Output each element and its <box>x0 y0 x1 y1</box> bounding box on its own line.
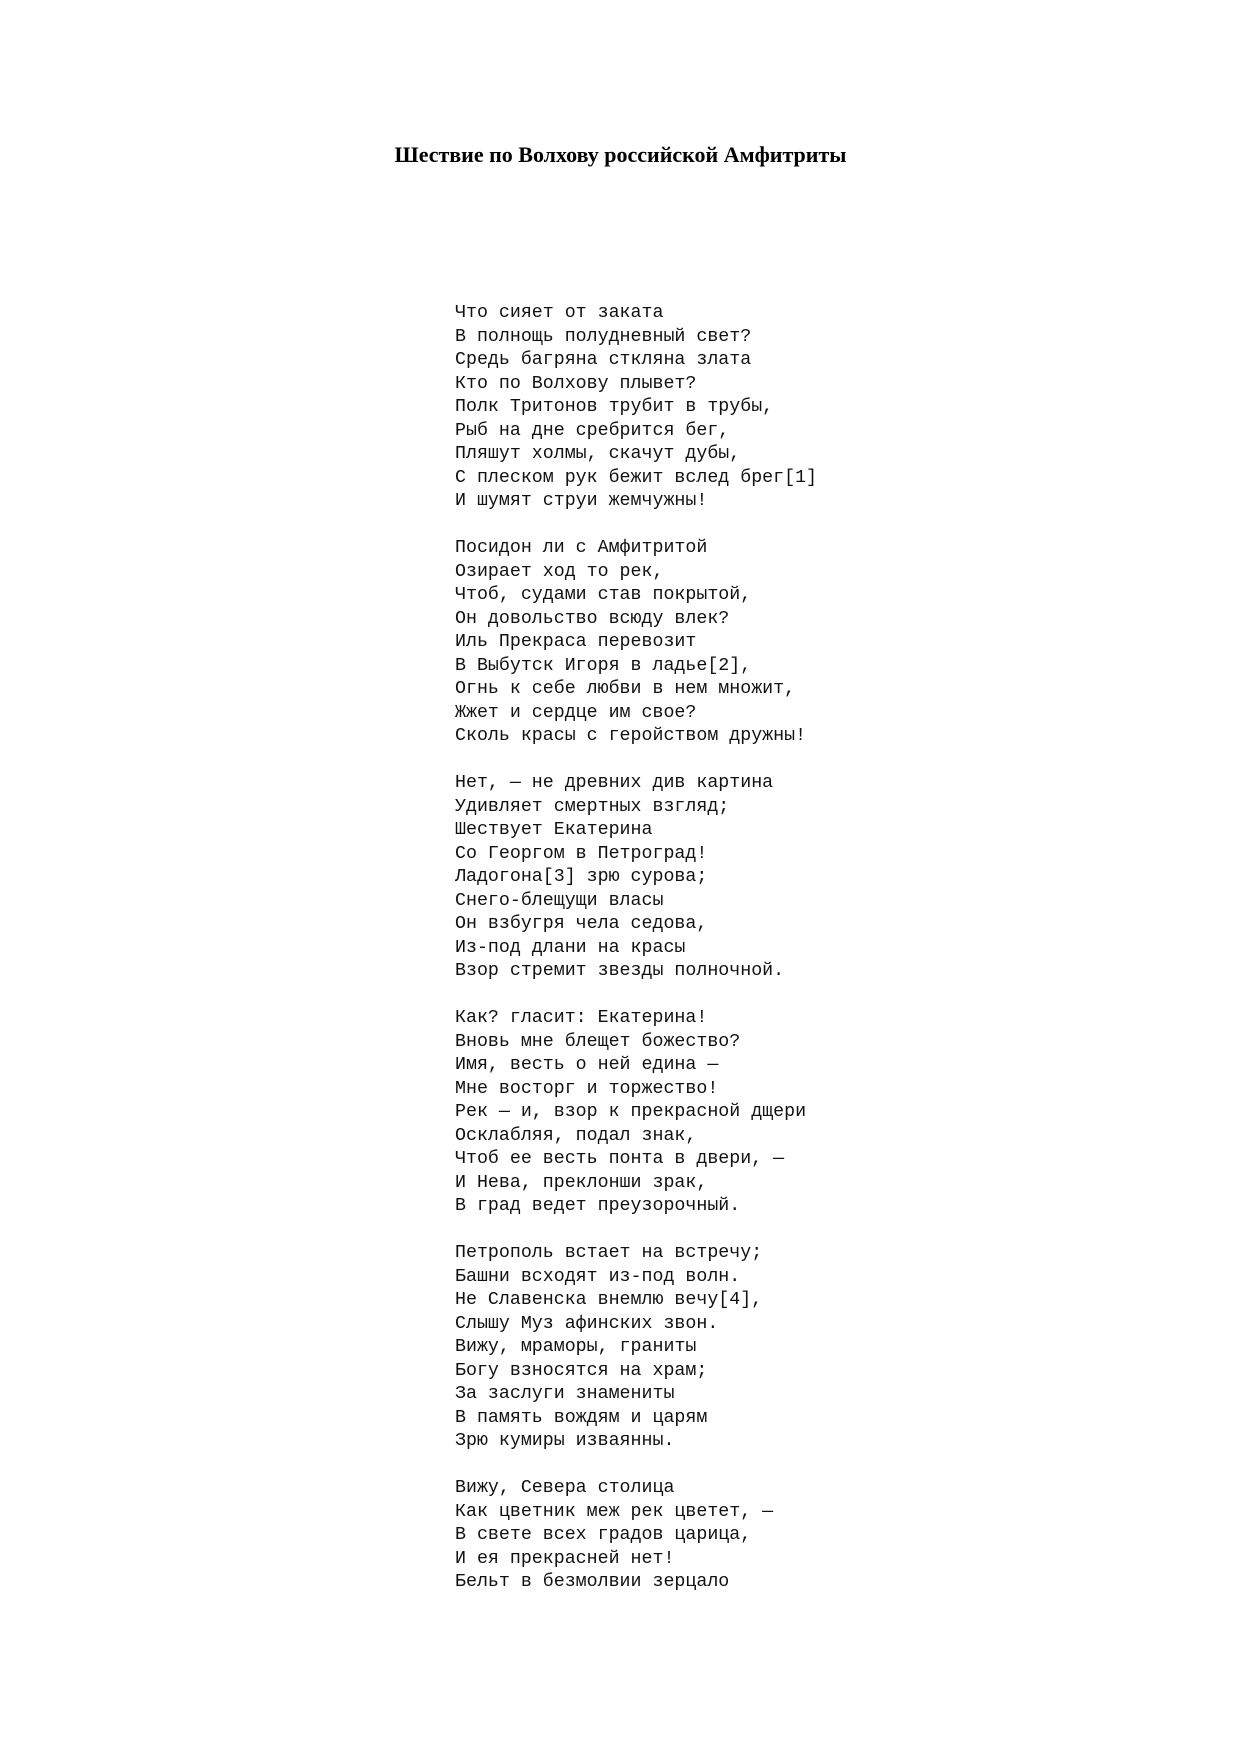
poem-line: Озирает ход то рек, <box>455 561 664 582</box>
poem-line: Как? гласит: Екатерина! <box>455 1008 708 1028</box>
poem-line: Снего-блещущи власы <box>455 890 664 911</box>
page-title: Шествие по Волхову российской Амфитриты <box>394 142 847 167</box>
poem-line: Рыб на дне сребрится бег, <box>455 420 730 441</box>
poem-line: И шумят струи жемчужны! <box>455 491 708 511</box>
poem-line: Нет, — не древних див картина <box>455 773 774 793</box>
poem-line: В свете всех градов царица, <box>455 1525 752 1545</box>
poem-line: Чтоб ее весть понта в двери, — <box>455 1149 785 1169</box>
poem-stanza <box>455 1242 1155 1454</box>
poem-line: И ея прекрасней нет! <box>455 1548 675 1569</box>
poem-stanza <box>455 1477 1155 1595</box>
poem-stanza <box>455 537 1155 749</box>
poem-line: Чтоб, судами став покрытой, <box>455 585 752 605</box>
poem-line: Иль Прекраса перевозит <box>455 632 697 652</box>
poem-line: Он довольство всюду влек? <box>455 608 730 629</box>
poem-line: Вижу, Севера столица <box>455 1478 675 1498</box>
poem-stanza <box>455 1007 1155 1219</box>
poem-line: Удивляет смертных взгляд; <box>455 796 730 817</box>
poem-line: Ладогона[3] зрю сурова; <box>455 867 708 887</box>
poem-line: В полнощь полудневный свет? <box>455 326 752 347</box>
poem-stanza <box>455 772 1155 984</box>
poem-line: Жжет и сердце им свое? <box>455 702 697 723</box>
poem-line: В память вождям и царям <box>455 1407 708 1428</box>
poem-line: Вновь мне блещет божество? <box>455 1031 741 1052</box>
poem-line: Как цветник меж рек цветет, — <box>455 1501 774 1522</box>
poem-line: Имя, весть о ней едина — <box>455 1055 719 1075</box>
poem-line: Слышу Муз афинских звон. <box>455 1313 719 1334</box>
poem-line: Полк Тритонов трубит в трубы, <box>455 397 774 417</box>
poem-line: Рек — и, взор к прекрасной дщери <box>455 1102 807 1122</box>
poem-line: Средь багряна стклянa злата <box>455 350 752 370</box>
poem-line: Из-под длани на красы <box>455 937 686 958</box>
poem-line: Вижу, мраморы, граниты <box>455 1337 697 1357</box>
poem-line: Богу взносятся на храм; <box>455 1360 708 1381</box>
poem-line: Петрополь встает на встречу; <box>455 1243 763 1263</box>
poem-line: Бельт в безмолвии зерцало <box>455 1572 730 1592</box>
poem-line: Башни всходят из-под волн. <box>455 1266 741 1287</box>
poem-line: Взор стремит звезды полночной. <box>455 961 785 981</box>
poem-line: Пляшут холмы, скачут дубы, <box>455 444 741 464</box>
poem-line: Мне восторг и торжество! <box>455 1078 719 1099</box>
poem-line: За заслуги знамениты <box>455 1384 675 1404</box>
poem-line: С плеском рук бежит вслед брег[1] <box>455 467 818 488</box>
poem-line: В град ведет преузорочный. <box>455 1196 741 1216</box>
poem-line: Кто по Волхову плывет? <box>455 373 697 394</box>
poem-line: Зрю кумиры изваянны. <box>455 1431 675 1451</box>
poem-line: Посидон ли с Амфитритой <box>455 538 708 558</box>
poem-line: Огнь к себе любви в нем множит, <box>455 679 796 699</box>
poem-body <box>455 302 1155 1595</box>
poem-line: Не Славенска внемлю вечу[4], <box>455 1290 763 1310</box>
poem-line: Сколь красы с геройством дружны! <box>455 726 807 746</box>
poem-line: Со Георгом в Петроград! <box>455 843 708 864</box>
poem-line: В Выбутск Игоря в ладье[2], <box>455 655 752 676</box>
poem-line: И Нева, преклонши зрак, <box>455 1172 708 1193</box>
poem-line: Что сияет от заката <box>455 303 664 323</box>
poem-line: Он взбугря чела седова, <box>455 914 708 934</box>
poem-line: Осклабляя, подал знак, <box>455 1125 697 1146</box>
poem-line: Шествует Екатерина <box>455 820 653 840</box>
poem-stanza <box>455 302 1155 514</box>
